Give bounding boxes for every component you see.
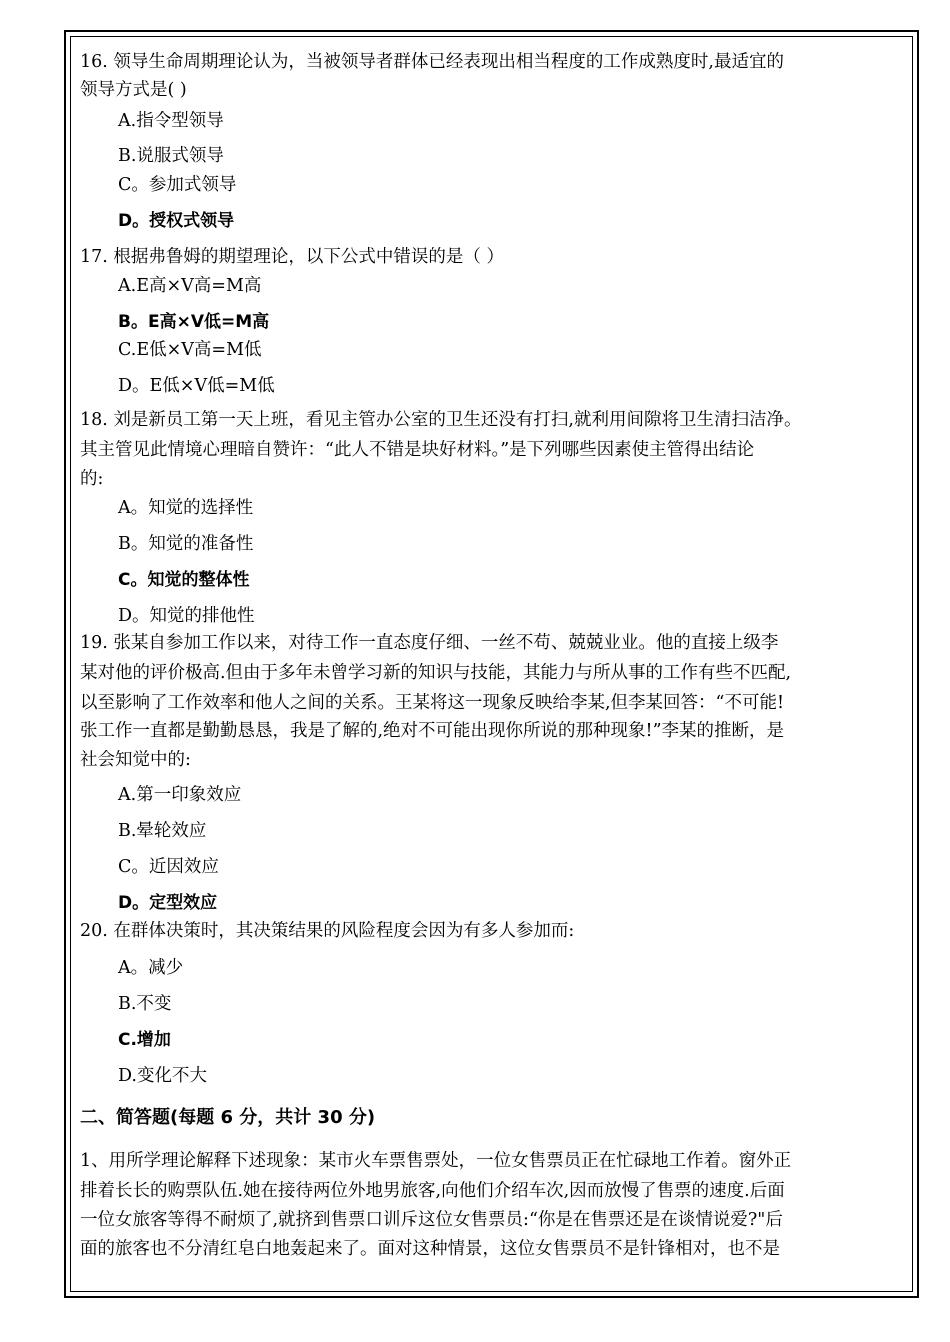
- q19-option-a: A.第一印象效应: [118, 785, 242, 805]
- sq1-text-line3: 一位女旅客等得不耐烦了,就挤到售票口训斥这位女售票员:“你是在售票还是在谈情说爱?"后: [80, 1210, 783, 1230]
- q19-stem-line3: 以至影响了工作效率和他人之间的关系。王某将这一现象反映给李某,但李某回答：“不可能!: [80, 693, 785, 713]
- q18-option-b: B。知觉的准备性: [118, 534, 254, 554]
- q20-option-c-answer: C.增加: [118, 1030, 171, 1050]
- q16-option-c: C。参加式领导: [118, 175, 237, 195]
- sq1-text-line2: 排着长长的购票队伍.她在接待两位外地男旅客,向他们介绍车次,因而放慢了售票的速度.后面: [80, 1181, 785, 1201]
- q17-option-d: D。E低×V低=M低: [118, 376, 275, 396]
- q16-option-b: B.说服式领导: [118, 146, 224, 166]
- q20-stem-line1: 20. 在群体决策时，其决策结果的风险程度会因为有多人参加而:: [80, 921, 575, 941]
- q19-stem-line1: 19. 张某自参加工作以来，对待工作一直态度仔细、一丝不苟、兢兢业业。他的直接上级李: [80, 633, 779, 653]
- q20-option-a: A。减少: [118, 958, 184, 978]
- q20-option-b: B.不变: [118, 994, 172, 1014]
- q17-option-c: C.E低×V高=M低: [118, 340, 262, 360]
- sq1-text-line1: 1、用所学理论解释下述现象：某市火车票售票处，一位女售票员正在忙碌地工作着。窗外正: [80, 1151, 792, 1171]
- q18-option-c-answer: C。知觉的整体性: [118, 570, 250, 590]
- q19-stem-line2: 某对他的评价极高.但由于多年未曾学习新的知识与技能，其能力与所从事的工作有些不匹配,: [80, 663, 792, 683]
- q18-stem-line3: 的:: [80, 469, 104, 489]
- q18-stem-line2: 其主管见此情境心理暗自赞许：“此人不错是块好材料。”是下列哪些因素使主管得出结论: [80, 440, 755, 460]
- q16-stem-line1: 16. 领导生命周期理论认为，当被领导者群体已经表现出相当程度的工作成熟度时,最适宜的: [80, 52, 784, 72]
- q19-option-b: B.晕轮效应: [118, 821, 207, 841]
- q18-stem-line1: 18. 刘是新员工第一天上班，看见主管办公室的卫生还没有打扫,就利用间隙将卫生清扫洁净。: [80, 410, 802, 430]
- q16-option-a: A.指令型领导: [118, 111, 224, 131]
- q17-option-a: A.E高×V高=M高: [118, 276, 262, 296]
- q18-option-a: A。知觉的选择性: [118, 498, 254, 518]
- q19-stem-line5: 社会知觉中的:: [80, 750, 191, 770]
- q19-option-d-answer: D。定型效应: [118, 893, 218, 913]
- q16-stem-line2: 领导方式是( ): [80, 80, 187, 100]
- q17-stem-line1: 17. 根据弗鲁姆的期望理论，以下公式中错误的是（ ）: [80, 247, 504, 267]
- q19-option-c: C。近因效应: [118, 857, 219, 877]
- q20-option-d: D.变化不大: [118, 1066, 207, 1086]
- section-heading-short-answer: 二、简答题(每题 6 分，共计 30 分): [80, 1107, 376, 1128]
- q16-option-d-answer: D。授权式领导: [118, 211, 235, 231]
- q17-option-b-answer: B。E高×V低=M高: [118, 312, 270, 332]
- q19-stem-line4: 张工作一直都是勤勤恳恳，我是了解的,绝对不可能出现你所说的那种现象!”李某的推断，是: [80, 721, 785, 741]
- sq1-text-line4: 面的旅客也不分清红皂白地轰起来了。面对这种情景，这位女售票员不是针锋相对，也不是: [80, 1239, 780, 1259]
- q18-option-d: D。知觉的排他性: [118, 606, 255, 626]
